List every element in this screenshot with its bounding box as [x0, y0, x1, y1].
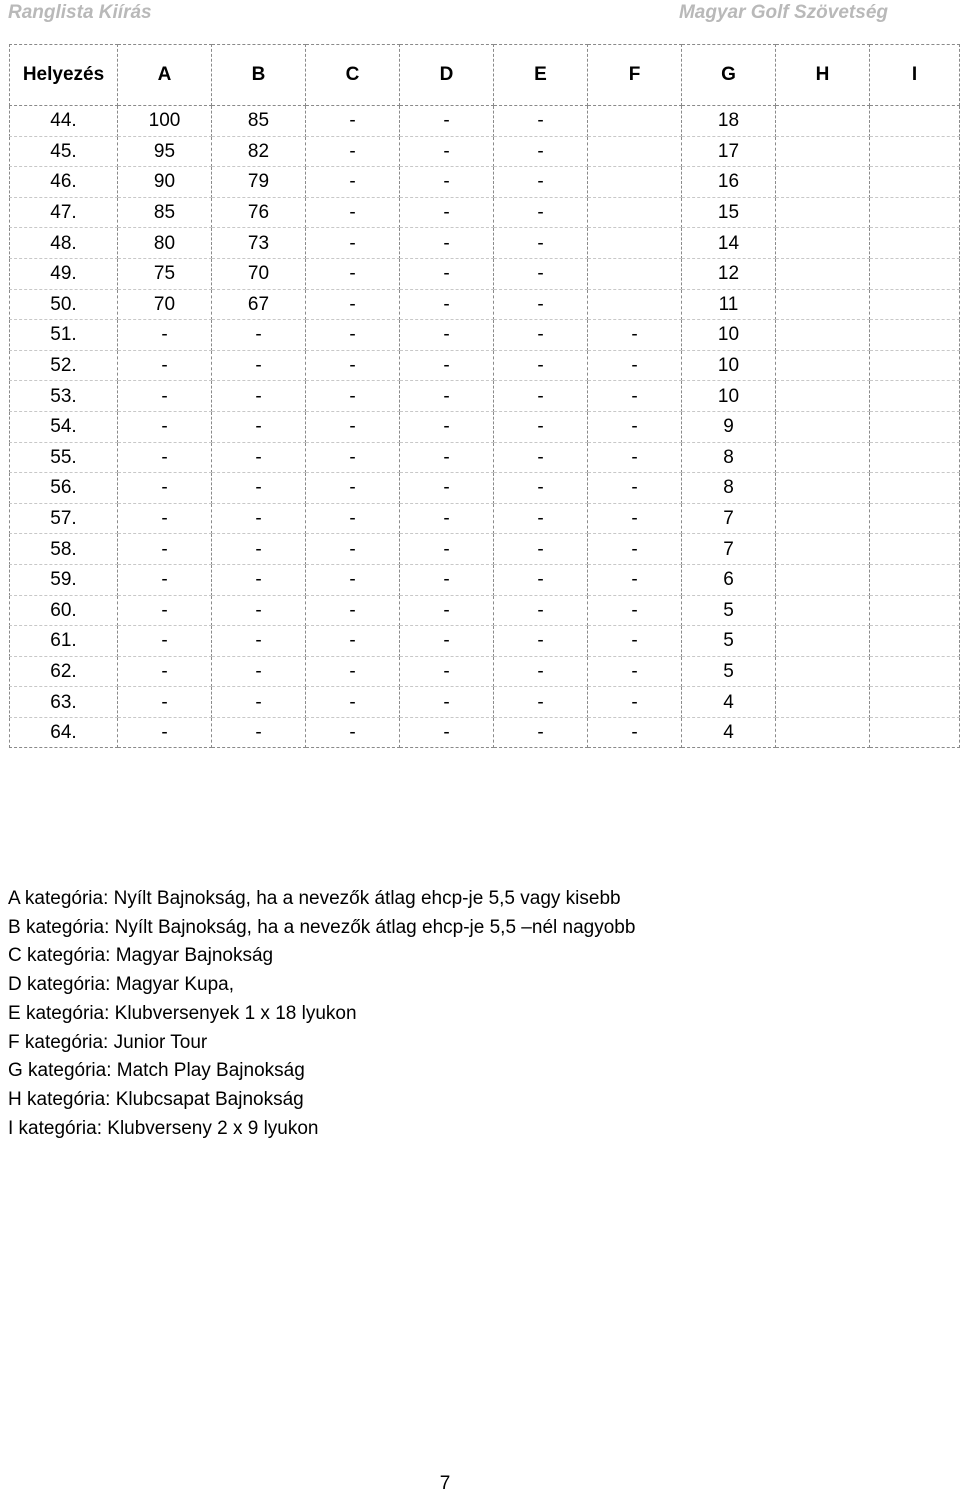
points-cell: -	[588, 473, 682, 504]
column-header: H	[776, 45, 870, 106]
points-cell: -	[306, 534, 400, 565]
points-cell: -	[212, 687, 306, 718]
table-row	[10, 228, 960, 259]
points-cell: -	[118, 503, 212, 534]
points-cell: -	[588, 442, 682, 473]
table-row	[10, 717, 960, 748]
points-cell: 90	[118, 167, 212, 198]
points-cell: -	[494, 411, 588, 442]
points-cell	[776, 320, 870, 351]
position-cell: 45.	[10, 136, 118, 167]
points-cell: -	[494, 534, 588, 565]
points-cell	[870, 687, 960, 718]
position-cell: 44.	[10, 106, 118, 137]
points-cell: -	[118, 534, 212, 565]
points-cell: 7	[682, 503, 776, 534]
points-cell: -	[306, 626, 400, 657]
column-header: Helyezés	[10, 45, 118, 106]
position-cell: 58.	[10, 534, 118, 565]
points-cell: -	[212, 626, 306, 657]
table-row	[10, 136, 960, 167]
table-row	[10, 442, 960, 473]
points-cell	[776, 656, 870, 687]
table-row	[10, 289, 960, 320]
points-cell	[776, 289, 870, 320]
points-cell: -	[306, 106, 400, 137]
points-cell	[776, 350, 870, 381]
points-cell: 73	[212, 228, 306, 259]
position-cell: 57.	[10, 503, 118, 534]
points-cell	[870, 381, 960, 412]
position-cell: 54.	[10, 411, 118, 442]
position-cell: 62.	[10, 656, 118, 687]
points-cell: -	[588, 381, 682, 412]
points-cell: -	[494, 197, 588, 228]
points-cell	[870, 258, 960, 289]
points-cell: 67	[212, 289, 306, 320]
points-cell: -	[400, 228, 494, 259]
legend-line: C kategória: Magyar Bajnokság	[8, 945, 274, 967]
position-cell: 60.	[10, 595, 118, 626]
points-cell	[588, 228, 682, 259]
position-cell: 46.	[10, 167, 118, 198]
table-row	[10, 656, 960, 687]
points-cell: -	[118, 473, 212, 504]
points-cell: 7	[682, 534, 776, 565]
table-row	[10, 564, 960, 595]
points-cell: 18	[682, 106, 776, 137]
points-cell: -	[118, 442, 212, 473]
points-cell: 100	[118, 106, 212, 137]
points-cell	[776, 442, 870, 473]
points-cell	[870, 228, 960, 259]
position-cell: 51.	[10, 320, 118, 351]
points-cell: -	[212, 503, 306, 534]
points-cell: 10	[682, 350, 776, 381]
points-cell: -	[494, 442, 588, 473]
table-row	[10, 626, 960, 657]
points-cell: -	[400, 289, 494, 320]
points-cell	[870, 626, 960, 657]
position-cell: 56.	[10, 473, 118, 504]
points-cell: -	[494, 289, 588, 320]
table-row	[10, 687, 960, 718]
points-cell: 11	[682, 289, 776, 320]
position-cell: 52.	[10, 350, 118, 381]
points-cell: -	[494, 564, 588, 595]
points-cell: -	[494, 381, 588, 412]
points-cell: -	[494, 258, 588, 289]
points-cell: -	[118, 595, 212, 626]
points-cell: -	[588, 595, 682, 626]
points-cell: 95	[118, 136, 212, 167]
points-cell: -	[306, 228, 400, 259]
points-cell	[776, 258, 870, 289]
points-cell: 15	[682, 197, 776, 228]
points-cell	[588, 197, 682, 228]
points-cell	[870, 564, 960, 595]
points-cell: -	[306, 473, 400, 504]
points-cell	[776, 167, 870, 198]
points-cell: 10	[682, 320, 776, 351]
points-cell: 85	[212, 106, 306, 137]
points-cell: -	[212, 411, 306, 442]
points-cell	[870, 197, 960, 228]
points-cell: -	[494, 473, 588, 504]
position-cell: 53.	[10, 381, 118, 412]
points-cell: 6	[682, 564, 776, 595]
column-header: I	[870, 45, 960, 106]
points-cell: -	[212, 717, 306, 748]
points-cell: -	[400, 717, 494, 748]
points-cell: -	[212, 320, 306, 351]
points-cell: 5	[682, 656, 776, 687]
points-cell	[776, 717, 870, 748]
points-cell: -	[118, 411, 212, 442]
points-cell: 79	[212, 167, 306, 198]
points-cell: 14	[682, 228, 776, 259]
points-cell	[776, 534, 870, 565]
column-header: F	[588, 45, 682, 106]
points-cell: -	[306, 442, 400, 473]
column-header: A	[118, 45, 212, 106]
points-cell: -	[118, 564, 212, 595]
points-cell	[776, 564, 870, 595]
points-cell: -	[400, 136, 494, 167]
points-cell: -	[494, 106, 588, 137]
table-row	[10, 411, 960, 442]
points-cell: -	[306, 167, 400, 198]
table-row	[10, 197, 960, 228]
table-row	[10, 473, 960, 504]
points-cell: -	[494, 228, 588, 259]
document-header-left: Ranglista Kiírás	[8, 2, 152, 23]
table-header-row	[10, 45, 960, 106]
points-cell: 82	[212, 136, 306, 167]
points-cell: -	[494, 167, 588, 198]
category-legend	[8, 885, 908, 1143]
points-cell: -	[588, 320, 682, 351]
points-cell: -	[212, 350, 306, 381]
points-cell: -	[306, 350, 400, 381]
points-cell: 4	[682, 687, 776, 718]
points-cell: -	[212, 656, 306, 687]
points-cell: -	[306, 381, 400, 412]
points-cell: -	[400, 564, 494, 595]
points-cell: 8	[682, 442, 776, 473]
points-cell	[870, 350, 960, 381]
points-cell: -	[400, 442, 494, 473]
points-cell: 17	[682, 136, 776, 167]
points-cell: 70	[118, 289, 212, 320]
points-cell: -	[118, 626, 212, 657]
points-cell: -	[212, 595, 306, 626]
legend-line: G kategória: Match Play Bajnokság	[8, 1060, 305, 1082]
points-cell: -	[400, 595, 494, 626]
column-header: D	[400, 45, 494, 106]
points-cell	[588, 167, 682, 198]
table-body	[10, 106, 960, 748]
table-row	[10, 167, 960, 198]
points-cell: -	[494, 350, 588, 381]
points-cell	[776, 687, 870, 718]
points-cell: -	[306, 687, 400, 718]
points-cell: -	[494, 595, 588, 626]
points-cell	[870, 167, 960, 198]
points-cell	[870, 534, 960, 565]
position-cell: 63.	[10, 687, 118, 718]
points-cell: -	[494, 626, 588, 657]
points-cell: 4	[682, 717, 776, 748]
points-cell: -	[306, 197, 400, 228]
points-cell	[588, 258, 682, 289]
table-row	[10, 381, 960, 412]
position-cell: 47.	[10, 197, 118, 228]
legend-line: F kategória: Junior Tour	[8, 1031, 208, 1053]
points-cell: -	[494, 656, 588, 687]
points-cell: -	[494, 136, 588, 167]
points-cell: -	[306, 258, 400, 289]
points-cell	[870, 106, 960, 137]
points-cell: -	[588, 656, 682, 687]
points-cell: -	[212, 381, 306, 412]
legend-line: D kategória: Magyar Kupa,	[8, 974, 235, 996]
points-cell	[870, 717, 960, 748]
points-cell	[870, 442, 960, 473]
points-cell: -	[400, 687, 494, 718]
points-cell: -	[306, 564, 400, 595]
points-cell: 16	[682, 167, 776, 198]
legend-line: I kategória: Klubverseny 2 x 9 lyukon	[8, 1117, 319, 1139]
legend-line: E kategória: Klubversenyek 1 x 18 lyukon	[8, 1002, 357, 1024]
table-row	[10, 503, 960, 534]
points-cell: -	[306, 411, 400, 442]
points-cell: -	[118, 381, 212, 412]
points-cell: -	[494, 687, 588, 718]
points-cell	[776, 626, 870, 657]
points-cell: -	[400, 258, 494, 289]
points-cell: 70	[212, 258, 306, 289]
points-cell: 75	[118, 258, 212, 289]
page-number: 7	[439, 1473, 451, 1494]
points-cell: -	[400, 534, 494, 565]
points-cell	[870, 503, 960, 534]
points-cell: -	[400, 320, 494, 351]
points-cell: -	[118, 687, 212, 718]
document-header-right: Magyar Golf Szövetség	[678, 2, 888, 23]
table-row	[10, 106, 960, 137]
position-cell: 49.	[10, 258, 118, 289]
position-cell: 59.	[10, 564, 118, 595]
column-header: G	[682, 45, 776, 106]
table-row	[10, 320, 960, 351]
points-cell: -	[400, 350, 494, 381]
points-cell	[776, 411, 870, 442]
points-cell: -	[118, 656, 212, 687]
points-cell: -	[212, 473, 306, 504]
points-cell: -	[400, 197, 494, 228]
points-cell: 5	[682, 626, 776, 657]
position-cell: 64.	[10, 717, 118, 748]
points-cell	[588, 136, 682, 167]
points-cell: -	[306, 656, 400, 687]
points-cell: -	[212, 564, 306, 595]
points-cell: -	[306, 136, 400, 167]
points-cell	[870, 289, 960, 320]
points-cell: -	[588, 564, 682, 595]
points-cell	[870, 595, 960, 626]
points-cell: -	[306, 595, 400, 626]
points-cell	[870, 656, 960, 687]
points-cell: -	[588, 687, 682, 718]
points-cell: -	[494, 320, 588, 351]
points-cell: 5	[682, 595, 776, 626]
points-cell: 9	[682, 411, 776, 442]
points-cell: 80	[118, 228, 212, 259]
points-cell: -	[400, 411, 494, 442]
position-cell: 50.	[10, 289, 118, 320]
points-cell: -	[494, 503, 588, 534]
points-cell	[870, 136, 960, 167]
points-cell: -	[212, 442, 306, 473]
legend-line: B kategória: Nyílt Bajnokság, ha a nevezők átlag ehcp-je 5,5 –nél nagyobb	[8, 916, 636, 938]
points-cell: -	[400, 167, 494, 198]
points-cell: 10	[682, 381, 776, 412]
points-cell: -	[400, 626, 494, 657]
points-cell: -	[588, 503, 682, 534]
points-cell: -	[118, 320, 212, 351]
points-cell: -	[400, 503, 494, 534]
table-row	[10, 350, 960, 381]
points-cell: -	[588, 717, 682, 748]
points-cell: 85	[118, 197, 212, 228]
points-cell: -	[118, 350, 212, 381]
points-cell: -	[588, 350, 682, 381]
points-cell: 12	[682, 258, 776, 289]
points-cell	[776, 381, 870, 412]
points-cell	[776, 197, 870, 228]
points-cell: -	[494, 717, 588, 748]
table-row	[10, 595, 960, 626]
legend-line: A kategória: Nyílt Bajnokság, ha a nevezők átlag ehcp-je 5,5 vagy kisebb	[8, 888, 621, 909]
points-cell	[776, 228, 870, 259]
points-cell: -	[306, 503, 400, 534]
points-cell	[776, 473, 870, 504]
points-cell	[870, 320, 960, 351]
table-row	[10, 534, 960, 565]
column-header: E	[494, 45, 588, 106]
table-row	[10, 258, 960, 289]
column-header: C	[306, 45, 400, 106]
points-cell: -	[588, 411, 682, 442]
points-cell	[776, 106, 870, 137]
points-cell: -	[400, 656, 494, 687]
points-cell: -	[212, 534, 306, 565]
points-cell	[776, 136, 870, 167]
position-cell: 55.	[10, 442, 118, 473]
points-cell: -	[118, 717, 212, 748]
points-cell: -	[400, 473, 494, 504]
points-cell: -	[306, 320, 400, 351]
points-cell: -	[306, 717, 400, 748]
points-cell	[588, 289, 682, 320]
points-cell: -	[400, 106, 494, 137]
points-cell: -	[400, 381, 494, 412]
column-header: B	[212, 45, 306, 106]
points-cell	[588, 106, 682, 137]
legend-line: H kategória: Klubcsapat Bajnokság	[8, 1088, 304, 1110]
points-cell: -	[588, 626, 682, 657]
points-cell: 76	[212, 197, 306, 228]
position-cell: 48.	[10, 228, 118, 259]
points-cell: 8	[682, 473, 776, 504]
ranking-points-table	[9, 44, 960, 748]
points-cell: -	[588, 534, 682, 565]
points-cell: -	[306, 289, 400, 320]
points-cell	[776, 595, 870, 626]
points-cell	[870, 411, 960, 442]
points-cell	[776, 503, 870, 534]
position-cell: 61.	[10, 626, 118, 657]
points-cell	[870, 473, 960, 504]
